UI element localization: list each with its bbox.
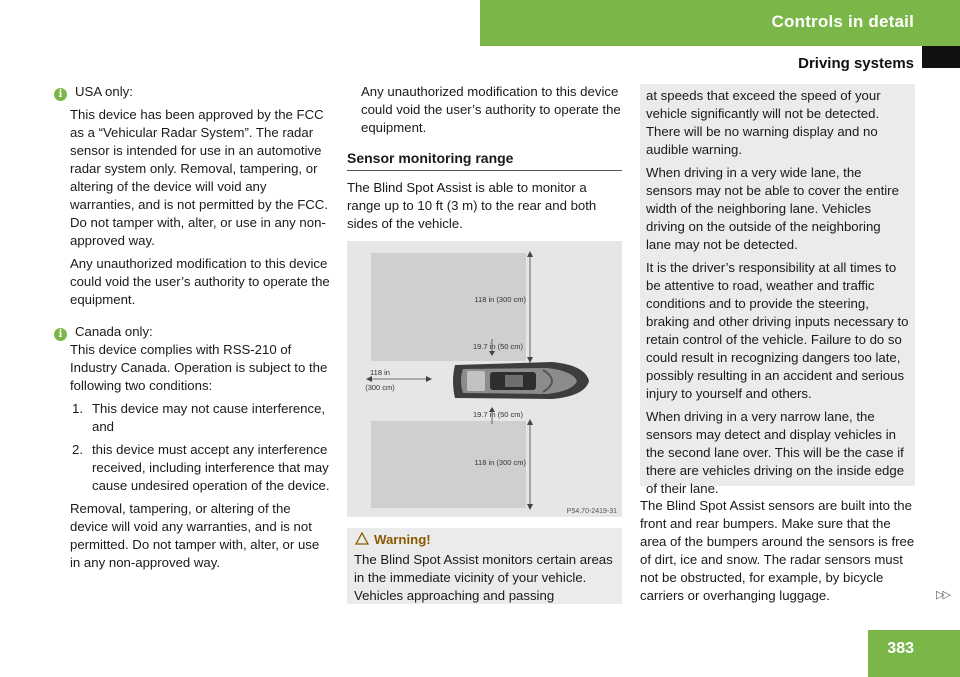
side-bottom-label: 19.7 in (50 cm)	[472, 410, 523, 419]
rear-range-label-cm: (300 cm)	[365, 383, 395, 392]
blind-spot-range-diagram	[347, 241, 622, 517]
page-number-box	[868, 630, 960, 677]
diagram-svg	[347, 241, 622, 517]
bottom-range-label: 118 in (300 cm)	[474, 458, 526, 467]
usa-note-heading: i USA only:	[54, 83, 332, 101]
usa-note-p2: Any unauthorized modification to this device could void the user’s authority to operate the equipment.	[70, 256, 330, 307]
warning-continued-box	[640, 84, 915, 496]
rear-range-label: 118 in	[370, 368, 390, 377]
warning-box	[347, 528, 622, 604]
warning-p4: When driving in a very narrow lane, the sensors may detect and display vehicles in the second lane over. This will be the case if there are vehicles driving on the inside edge of their lane.	[646, 409, 905, 496]
top-range-label: 118 in (300 cm)	[474, 295, 526, 304]
warning-text: The Blind Spot Assist monitors certain areas in the immediate vicinity of your vehicle. Vehicles approaching and passing	[354, 552, 613, 603]
left-column	[54, 83, 332, 577]
warning-p1: at speeds that exceed the speed of your vehicle significantly will not be detected. There will be no warning display and no audible warning.	[646, 88, 881, 157]
side-top-label: 19.7 in (50 cm)	[472, 342, 523, 351]
list-item: 1. This device may not cause interference, and	[72, 401, 326, 434]
figure-code: P54.70-2419-31	[566, 508, 617, 515]
canada-note-p1: This device complies with RSS-210 of Industry Canada. Operation is subject to the following two conditions:	[70, 342, 328, 393]
middle-column	[347, 83, 622, 238]
warning-triangle-icon	[355, 532, 369, 545]
info-icon: i	[54, 328, 67, 341]
car-top-view	[453, 362, 589, 399]
double-chevron-right-icon: ▷▷	[936, 589, 949, 601]
canada-note-heading: i Canada only:	[54, 323, 332, 341]
usa-note-p1: This device has been approved by the FCC as a “Vehicular Radar System”. The radar sensor is intended for use in an automotive radar system only. Removal, tampering, or altering of the device will void any warranties, and is not permitted by the FCC. Do not tamper with, alter, or use in any non-approved way.	[70, 107, 328, 248]
canada-note-p2: Removal, tampering, or altering of the device will void any warranties, and is not permitted. Do not tamper with, alter, or use in any non-approved way.	[70, 501, 320, 570]
conditions-list	[54, 400, 332, 495]
warning-p2: When driving in a very wide lane, the sensors may not be able to cover the entire width of the neighboring lane. Vehicles driving on the outside of the neighboring lane may not be detected.	[646, 165, 899, 252]
list-item: 2. this device must accept any interference received, including interference that may cause undesired operation of the device.	[72, 442, 330, 493]
warning-p3: It is the driver’s responsibility at all times to be attentive to road, weather and traffic conditions and to provide the steering, braking and other driving inputs necessary to retain control of the vehicle. Failure to do so could result in recognizing dangers too late, possibly resulting in an accident and serious injury to yourself and others.	[646, 260, 909, 401]
section-title: Controls in detail	[771, 12, 914, 31]
section-heading: Sensor monitoring range	[347, 149, 622, 171]
header-tab-marker	[922, 46, 960, 68]
right-after-text: The Blind Spot Assist sensors are built into the front and rear bumpers. Make sure that the area of the bumpers around the sensors is free of dirt, ice and snow. The radar sensors must not be obstructed, for example, by bicycle carriers or overhanging luggage.	[640, 498, 915, 603]
page-number: 383	[887, 640, 914, 657]
info-icon: i	[54, 88, 67, 101]
warning-heading: Warning!	[347, 528, 622, 549]
subsection-title: Driving systems	[798, 55, 914, 72]
middle-continued-text: Any unauthorized modification to this device could void the user’s authority to operate the equipment.	[361, 84, 621, 135]
section-text: The Blind Spot Assist is able to monitor a range up to 10 ft (3 m) to the rear and both sides of the vehicle.	[347, 180, 597, 231]
